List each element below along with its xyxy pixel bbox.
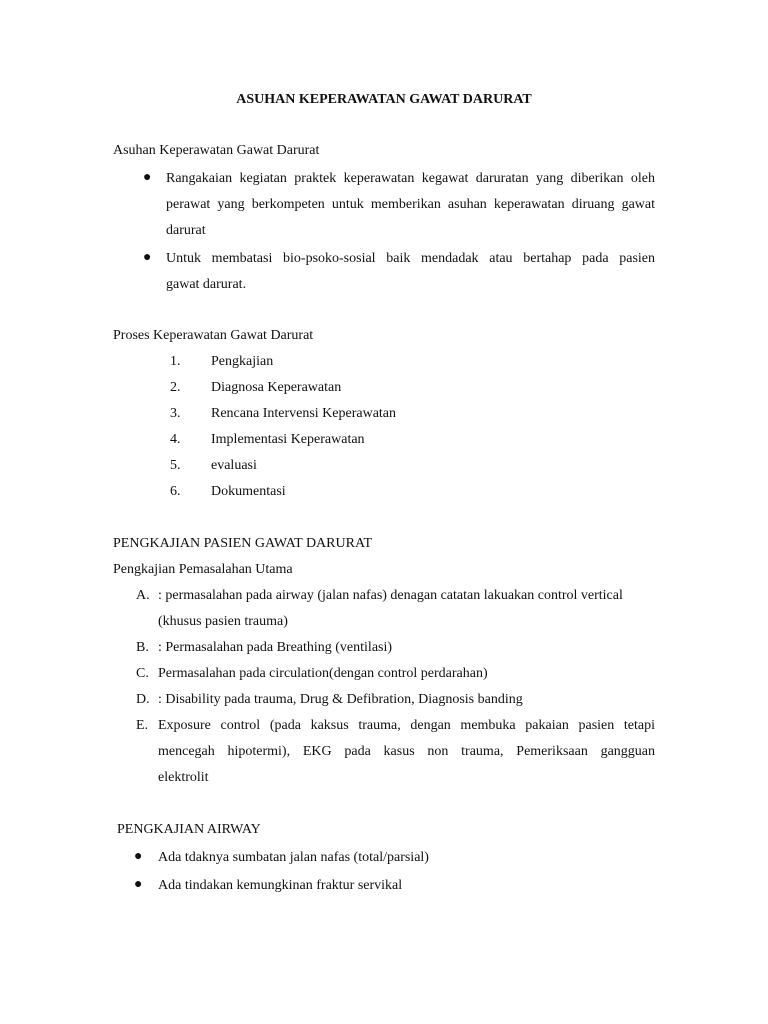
list-number: 3. [170,406,181,421]
list-item: evaluasi [211,458,257,473]
bullet-2-line-1: Untuk membatasi bio-psoko-sosial baik mendadak atau bertahap pada pasien [166,251,655,266]
list-number: 2. [170,380,181,395]
item-b: : Permasalahan pada Breathing (ventilasi) [158,640,393,655]
item-a-line-2: (khusus pasien trauma) [158,614,288,629]
bullet-1-line-3: darurat [166,223,206,238]
list-number: 6. [170,484,181,499]
item-d: : Disability pada trauma, Drug & Defibration, Diagnosis banding [158,692,523,707]
item-c: Permasalahan pada circulation(dengan control perdarahan) [158,666,488,681]
list-letter-a: A. [136,588,150,603]
list-letter-e: E. [136,718,149,733]
list-number: 1. [170,354,181,369]
list-item: Rencana Intervensi Keperawatan [211,406,397,421]
bullet-1-line-1: Rangakaian kegiatan praktek keperawatan kegawat daruratan yang diberikan oleh [166,171,655,186]
bullet-icon: ● [143,250,152,265]
bullet-icon: ● [134,877,143,892]
item-e-line-3: elektrolit [158,770,209,785]
section-heading-airway: PENGKAJIAN AIRWAY [117,822,261,837]
item-e-line-1: Exposure control (pada kaksus trauma, dengan membuka pakaian pasien tetapi [158,718,655,733]
item-a-line-1: : permasalahan pada airway (jalan nafas) denagan catatan lakuakan control vertical [158,588,623,603]
list-number: 4. [170,432,181,447]
section-heading-asuhan: Asuhan Keperawatan Gawat Darurat [113,143,320,158]
list-item: Diagnosa Keperawatan [211,380,342,395]
bullet-1-line-2: perawat yang berkompeten untuk memberikan asuhan keperawatan diruang gawat [166,197,655,212]
airway-bullet-2: Ada tindakan kemungkinan fraktur servikal [158,878,403,893]
list-item: Implementasi Keperawatan [211,432,365,447]
list-letter-c: C. [136,666,149,681]
section-heading-proses: Proses Keperawatan Gawat Darurat [113,328,314,343]
list-item: Pengkajian [211,354,274,369]
section-heading-pengkajian: PENGKAJIAN PASIEN GAWAT DARURAT [113,536,373,551]
bullet-icon: ● [143,170,152,185]
document-title: ASUHAN KEPERAWATAN GAWAT DARURAT [236,92,532,107]
section-subheading: Pengkajian Pemasalahan Utama [113,562,293,577]
list-letter-b: B. [136,640,149,655]
bullet-icon: ● [134,849,143,864]
bullet-2-line-2: gawat darurat. [166,277,247,292]
item-e-line-2: mencegah hipotermi), EKG pada kasus non trauma, Pemeriksaan gangguan [158,744,655,759]
list-letter-d: D. [136,692,150,707]
list-item: Dokumentasi [211,484,286,499]
airway-bullet-1: Ada tdaknya sumbatan jalan nafas (total/parsial) [158,850,429,865]
list-number: 5. [170,458,181,473]
